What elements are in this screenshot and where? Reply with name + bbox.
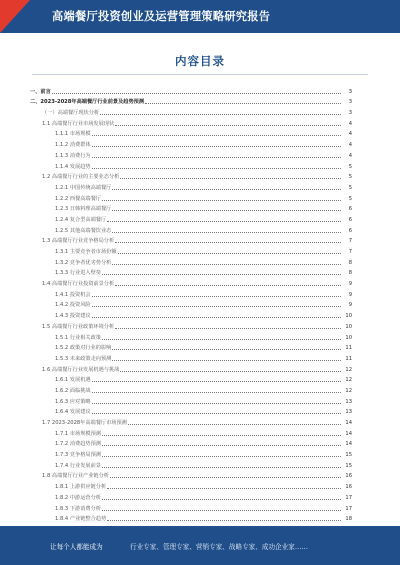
toc-dot-leader bbox=[92, 403, 341, 404]
toc-entry-page: 16 bbox=[345, 473, 352, 480]
toc-entry-page: 10 bbox=[345, 323, 352, 330]
footer-bar bbox=[0, 526, 400, 565]
toc-entry-label: 1.4.3 投资建议 bbox=[55, 313, 91, 320]
toc-entry[interactable] bbox=[30, 447, 352, 458]
toc-dot-leader bbox=[115, 285, 341, 286]
toc-entry-label: 1.1 高端餐厅行业市场发展现状 bbox=[42, 120, 115, 127]
toc-entry[interactable] bbox=[30, 341, 352, 352]
toc-entry[interactable] bbox=[30, 383, 352, 394]
toc-entry-page: 18 bbox=[345, 516, 352, 523]
toc-dot-leader bbox=[92, 306, 341, 307]
toc-dot-leader bbox=[112, 360, 341, 361]
toc-entry-page: 3 bbox=[348, 99, 352, 106]
toc-entry-page: 12 bbox=[345, 387, 352, 394]
toc-entry-page: 6 bbox=[348, 206, 352, 213]
toc-dot-leader bbox=[102, 467, 341, 468]
toc-entry-page: 13 bbox=[345, 409, 352, 416]
toc-entry-page: 4 bbox=[348, 131, 352, 138]
toc-entry[interactable] bbox=[30, 148, 352, 159]
toc-entry[interactable] bbox=[30, 266, 352, 277]
toc-entry-label: 1.8 高端餐厅行业产业链分析 bbox=[42, 473, 109, 480]
toc-entry-page: 5 bbox=[348, 184, 352, 191]
table-of-contents bbox=[30, 84, 352, 544]
toc-entry[interactable] bbox=[30, 105, 352, 116]
toc-entry[interactable] bbox=[30, 319, 352, 330]
toc-entry[interactable] bbox=[30, 191, 352, 202]
toc-entry[interactable] bbox=[30, 330, 352, 341]
toc-entry[interactable] bbox=[30, 212, 352, 223]
toc-entry-page: 7 bbox=[348, 249, 352, 255]
toc-entry[interactable] bbox=[30, 501, 352, 512]
toc-entry-page: 12 bbox=[345, 366, 352, 373]
toc-entry[interactable] bbox=[30, 512, 352, 523]
toc-divider bbox=[32, 74, 368, 75]
toc-entry-label: 1.3.2 竞争者优劣势分析 bbox=[55, 259, 112, 266]
toc-dot-leader bbox=[112, 232, 341, 233]
toc-entry-label: 一、前言 bbox=[30, 88, 51, 95]
toc-entry-page: 16 bbox=[345, 484, 352, 491]
toc-dot-leader bbox=[92, 296, 341, 297]
toc-entry-label: 1.3 高端餐厅行业竞争格局分析 bbox=[42, 238, 115, 245]
toc-entry[interactable] bbox=[30, 298, 352, 309]
toc-entry[interactable] bbox=[30, 362, 352, 373]
toc-dot-leader bbox=[92, 317, 341, 318]
toc-dot-leader bbox=[128, 424, 341, 425]
toc-entry-page: 15 bbox=[345, 462, 352, 469]
toc-dot-leader bbox=[102, 445, 341, 446]
toc-entry[interactable] bbox=[30, 405, 352, 416]
toc-dot-leader bbox=[112, 189, 341, 190]
toc-entry[interactable] bbox=[30, 287, 352, 298]
toc-entry-label: 1.4 高端餐厅行业投资前景分析 bbox=[42, 281, 115, 288]
toc-dot-leader bbox=[118, 253, 341, 254]
toc-dot-leader bbox=[107, 520, 341, 521]
toc-dot-leader bbox=[92, 381, 341, 382]
toc-dot-leader bbox=[112, 349, 341, 350]
footer-roles: 行业专家、管理专家、营销专家、战略专家、成功企业家…… bbox=[130, 543, 309, 551]
toc-dot-leader bbox=[92, 157, 341, 158]
toc-dot-leader bbox=[92, 392, 341, 393]
toc-entry-page: 12 bbox=[345, 377, 352, 384]
toc-dot-leader bbox=[115, 328, 341, 329]
toc-entry-label: 1.1.1 市场规模 bbox=[55, 131, 91, 138]
toc-entry-label: 1.7.1 市场规模预测 bbox=[55, 430, 101, 437]
toc-entry-label: 1.1.3 消费行为 bbox=[55, 152, 91, 159]
toc-entry-page: 9 bbox=[348, 281, 352, 288]
toc-dot-leader bbox=[110, 477, 341, 478]
toc-entry[interactable] bbox=[30, 170, 352, 181]
toc-entry-label: 1.2.2 西餐高端餐厅 bbox=[55, 195, 101, 202]
toc-entry-page: 14 bbox=[345, 420, 352, 426]
toc-entry-label: 1.8.3 下游消费分析 bbox=[55, 505, 101, 512]
toc-entry-page: 11 bbox=[345, 355, 352, 362]
toc-entry-label: 1.6.1 发展机遇 bbox=[55, 377, 91, 384]
toc-entry[interactable] bbox=[30, 458, 352, 469]
toc-entry-label: 1.3.1 主要竞争者市场份额 bbox=[55, 249, 117, 255]
toc-dot-leader bbox=[102, 435, 341, 436]
toc-entry[interactable] bbox=[30, 415, 352, 426]
toc-entry-page: 3 bbox=[348, 110, 352, 117]
toc-entry-page: 17 bbox=[345, 494, 352, 501]
toc-dot-leader bbox=[115, 125, 341, 126]
toc-entry-label: 1.6 高端餐厅行业发展机遇与挑战 bbox=[42, 366, 120, 373]
toc-entry[interactable] bbox=[30, 276, 352, 287]
toc-entry[interactable] bbox=[30, 479, 352, 490]
toc-dot-leader bbox=[92, 413, 341, 414]
toc-entry[interactable] bbox=[30, 373, 352, 384]
toc-entry-page: 6 bbox=[348, 216, 352, 223]
report-title: 高端餐厅投资创业及运营管理策略研究报告 bbox=[52, 10, 271, 23]
toc-entry-page: 6 bbox=[348, 227, 352, 234]
toc-entry-label: 二、2023-2028年高端餐厅行业前景及趋势预测 bbox=[30, 99, 145, 106]
toc-dot-leader bbox=[92, 168, 341, 169]
toc-dot-leader bbox=[107, 488, 341, 489]
toc-dot-leader bbox=[92, 135, 341, 136]
toc-entry[interactable] bbox=[30, 255, 352, 266]
toc-dot-leader bbox=[102, 274, 341, 275]
toc-entry-page: 9 bbox=[348, 302, 352, 309]
toc-entry-page: 10 bbox=[345, 334, 352, 341]
toc-entry-page: 9 bbox=[348, 291, 352, 298]
toc-entry-label: （一）高端餐厅现状分析 bbox=[42, 110, 100, 117]
toc-entry-label: 1.4.1 投资机会 bbox=[55, 291, 91, 298]
toc-entry-label: 1.8.4 产业链整合趋势 bbox=[55, 516, 107, 523]
toc-entry-page: 17 bbox=[345, 505, 352, 512]
toc-entry-label: 1.2.3 日韩料理高端餐厅 bbox=[55, 206, 112, 213]
toc-heading: 内容目录 bbox=[175, 54, 225, 68]
toc-dot-leader bbox=[102, 456, 341, 457]
toc-entry-page: 11 bbox=[345, 345, 352, 352]
toc-entry[interactable] bbox=[30, 127, 352, 138]
toc-entry-page: 5 bbox=[348, 163, 352, 170]
toc-dot-leader bbox=[102, 200, 341, 201]
toc-entry-page: 4 bbox=[348, 120, 352, 127]
toc-dot-leader bbox=[115, 242, 341, 243]
toc-dot-leader bbox=[112, 264, 341, 265]
toc-entry[interactable] bbox=[30, 180, 352, 191]
toc-entry[interactable] bbox=[30, 308, 352, 319]
toc-entry-label: 1.3.3 行业进入壁垒 bbox=[55, 270, 101, 277]
footer-tagline: 让每个人都能成为 bbox=[50, 543, 103, 551]
toc-entry-label: 1.4.2 投资风险 bbox=[55, 302, 91, 309]
toc-entry-page: 4 bbox=[348, 142, 352, 149]
toc-dot-leader bbox=[52, 93, 341, 94]
toc-entry-label: 1.8.1 上游供应链分析 bbox=[55, 484, 107, 491]
toc-entry-label: 1.7.3 竞争格局预测 bbox=[55, 452, 101, 459]
toc-entry[interactable] bbox=[30, 116, 352, 127]
toc-entry[interactable] bbox=[30, 84, 352, 95]
toc-dot-leader bbox=[145, 103, 341, 104]
toc-entry[interactable] bbox=[30, 426, 352, 437]
toc-entry-label: 1.8.2 中游运营分析 bbox=[55, 494, 101, 501]
toc-entry-label: 1.6.4 发展建议 bbox=[55, 409, 91, 416]
toc-entry-label: 1.6.3 应对策略 bbox=[55, 398, 91, 405]
toc-dot-leader bbox=[102, 499, 341, 500]
toc-dot-leader bbox=[120, 371, 341, 372]
toc-entry-page: 4 bbox=[348, 152, 352, 159]
toc-entry-label: 1.2 高端餐厅行业的主要业态分析 bbox=[42, 174, 120, 181]
toc-entry-label: 1.5.1 行业相关政策 bbox=[55, 334, 101, 341]
toc-entry[interactable] bbox=[30, 437, 352, 448]
toc-dot-leader bbox=[120, 178, 341, 179]
toc-entry[interactable] bbox=[30, 137, 352, 148]
toc-entry[interactable] bbox=[30, 159, 352, 170]
toc-entry[interactable] bbox=[30, 234, 352, 245]
toc-entry-page: 15 bbox=[345, 452, 352, 459]
toc-entry-page: 7 bbox=[348, 238, 352, 245]
toc-entry-label: 1.5 高端餐厅行业政策环境分析 bbox=[42, 323, 115, 330]
toc-dot-leader bbox=[102, 510, 341, 511]
toc-entry-page: 14 bbox=[345, 430, 352, 437]
toc-entry-label: 1.5.3 未来政策走向预测 bbox=[55, 355, 112, 362]
toc-entry-label: 1.7.2 消费趋势预测 bbox=[55, 441, 101, 448]
toc-entry[interactable] bbox=[30, 490, 352, 501]
toc-entry[interactable] bbox=[30, 394, 352, 405]
toc-entry-page: 3 bbox=[348, 88, 352, 95]
toc-entry-label: 1.7.4 行业发展前景 bbox=[55, 462, 101, 469]
toc-entry-label: 1.5.2 政策对行业的影响 bbox=[55, 345, 112, 352]
toc-dot-leader bbox=[100, 114, 341, 115]
toc-entry-label: 1.7 2023-2028年高端餐厅市场预测 bbox=[42, 420, 127, 426]
header-accent-triangle bbox=[0, 0, 30, 33]
toc-entry-label: 1.2.1 中国传统高端餐厅 bbox=[55, 184, 112, 191]
toc-entry-page: 5 bbox=[348, 174, 352, 181]
toc-entry-label: 1.1.4 发展趋势 bbox=[55, 163, 91, 170]
toc-entry[interactable] bbox=[30, 469, 352, 480]
toc-entry-label: 1.1.2 消费群体 bbox=[55, 142, 91, 149]
toc-dot-leader bbox=[92, 146, 341, 147]
toc-entry[interactable] bbox=[30, 202, 352, 213]
toc-dot-leader bbox=[112, 210, 341, 211]
toc-entry[interactable] bbox=[30, 244, 352, 255]
toc-dot-leader bbox=[107, 221, 341, 222]
toc-entry-label: 1.6.2 面临挑战 bbox=[55, 387, 91, 394]
toc-entry[interactable] bbox=[30, 351, 352, 362]
toc-entry-label: 1.2.4 复合型高端餐厅 bbox=[55, 216, 107, 223]
toc-entry-page: 14 bbox=[345, 441, 352, 448]
toc-entry-page: 10 bbox=[345, 313, 352, 320]
toc-entry-page: 5 bbox=[348, 195, 352, 202]
toc-entry-page: 13 bbox=[345, 398, 352, 405]
toc-entry-label: 1.2.5 其他高端餐饮业态 bbox=[55, 227, 112, 234]
toc-entry-page: 8 bbox=[348, 259, 352, 266]
toc-entry[interactable] bbox=[30, 223, 352, 234]
toc-entry[interactable] bbox=[30, 95, 352, 106]
report-header-bar bbox=[0, 0, 400, 33]
toc-entry-page: 8 bbox=[348, 270, 352, 277]
toc-dot-leader bbox=[102, 339, 341, 340]
